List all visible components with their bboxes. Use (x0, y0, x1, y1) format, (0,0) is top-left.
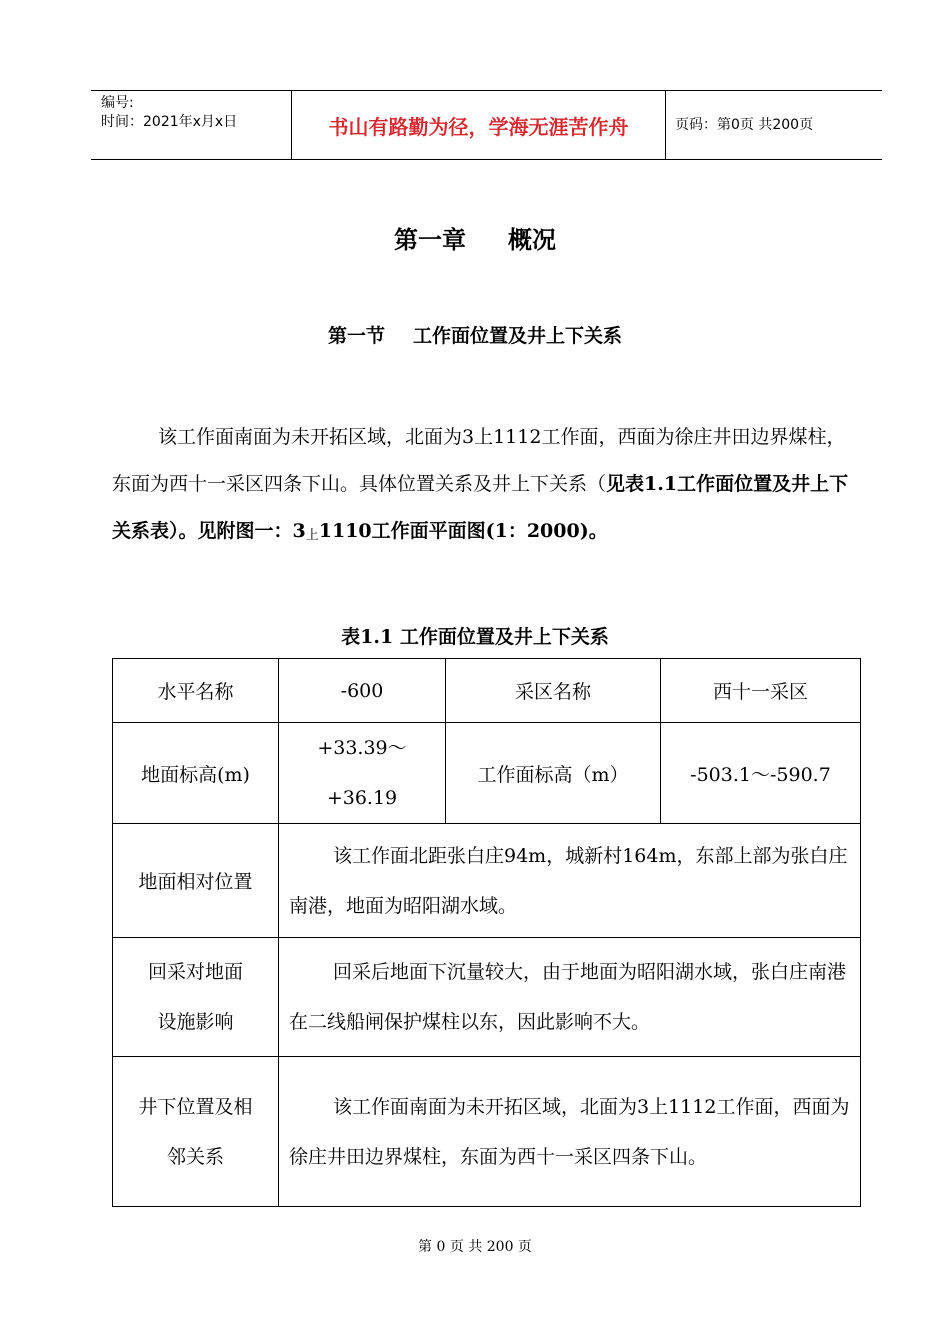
page-header (91, 90, 882, 160)
table-caption: 表1.1 工作面位置及井上下关系 (341, 626, 609, 648)
page-footer: 第 0 页 共 200 页 (418, 1239, 532, 1255)
header-page-cell (665, 91, 882, 159)
table-row (113, 723, 861, 824)
table-cell: 工作面标高（m） (446, 723, 661, 824)
table-cell: 西十一采区 (661, 659, 861, 723)
table-cell (113, 1057, 279, 1207)
paragraph-subscript: 上 (305, 528, 319, 543)
section-title (0, 321, 950, 348)
table-row (113, 659, 861, 723)
section-number: 第一节 (327, 325, 385, 347)
table-cell: 地面标高(m) (113, 723, 279, 824)
table-row (113, 1057, 861, 1207)
cell-text: 回采后地面下沉量较大，由于地面为昭阳湖水域，张白庄南港在二线船闸保护煤柱以东，因此影响不大。 (289, 961, 847, 1033)
table-row (113, 824, 861, 938)
table-cell (279, 1057, 861, 1207)
cell-line: 设施影响 (157, 1011, 234, 1033)
table-cell (279, 723, 446, 824)
table-cell (113, 938, 279, 1057)
table-cell: 采区名称 (446, 659, 661, 723)
header-motto-cell (291, 91, 666, 159)
section-name: 工作面位置及井上下关系 (413, 325, 623, 347)
paragraph-bold-text-b: 1110工作面平面图(1：2000)。 (318, 520, 608, 542)
table-cell: -503.1～-590.7 (661, 723, 861, 824)
cell-line: 回采对地面 (147, 961, 243, 983)
paragraph-plain-text: 该工作面南面为未开拓区域，北面为3上1112工作面，西面为徐庄井田边界煤柱，东面为西十一采区四条下山。具体位置关系及井上下关系（ (112, 426, 846, 495)
table-cell: 地面相对位置 (113, 824, 279, 938)
chapter-name: 概况 (508, 226, 556, 254)
table-cell (279, 824, 861, 938)
document-number: 编号: (101, 95, 134, 111)
relation-table (112, 658, 861, 1207)
body-paragraph (112, 414, 864, 559)
cell-text: 该工作面南面为未开拓区域，北面为3上1112工作面，西面为徐庄井田边界煤柱，东面为西十一采区四条下山。 (289, 1095, 850, 1168)
paragraph-bold-text-a: 见表1.1工作面位置及井上下关系表）。见附图一：3 (112, 473, 849, 542)
chapter-number: 第一章 (394, 226, 466, 254)
cell-line: 邻关系 (166, 1145, 224, 1168)
document-time: 时间：2021年x月x日 (101, 114, 238, 130)
chapter-title (0, 220, 950, 255)
cell-text: 该工作面北距张白庄94m，城新村164m，东部上部为张白庄南港，地面为昭阳湖水域。 (289, 844, 848, 917)
table-cell: 水平名称 (113, 659, 279, 723)
header-motto: 书山有路勤为径，学海无涯苦作舟 (328, 114, 629, 139)
table-cell: -600 (279, 659, 446, 723)
cell-line: 井下位置及相 (138, 1095, 253, 1118)
cell-line: +36.19 (326, 787, 398, 809)
header-meta (91, 91, 291, 159)
table-cell (279, 938, 861, 1057)
table-row (113, 938, 861, 1057)
cell-line: +33.39～ (317, 737, 407, 759)
header-page-info: 页码：第0页 共200页 (675, 117, 814, 133)
